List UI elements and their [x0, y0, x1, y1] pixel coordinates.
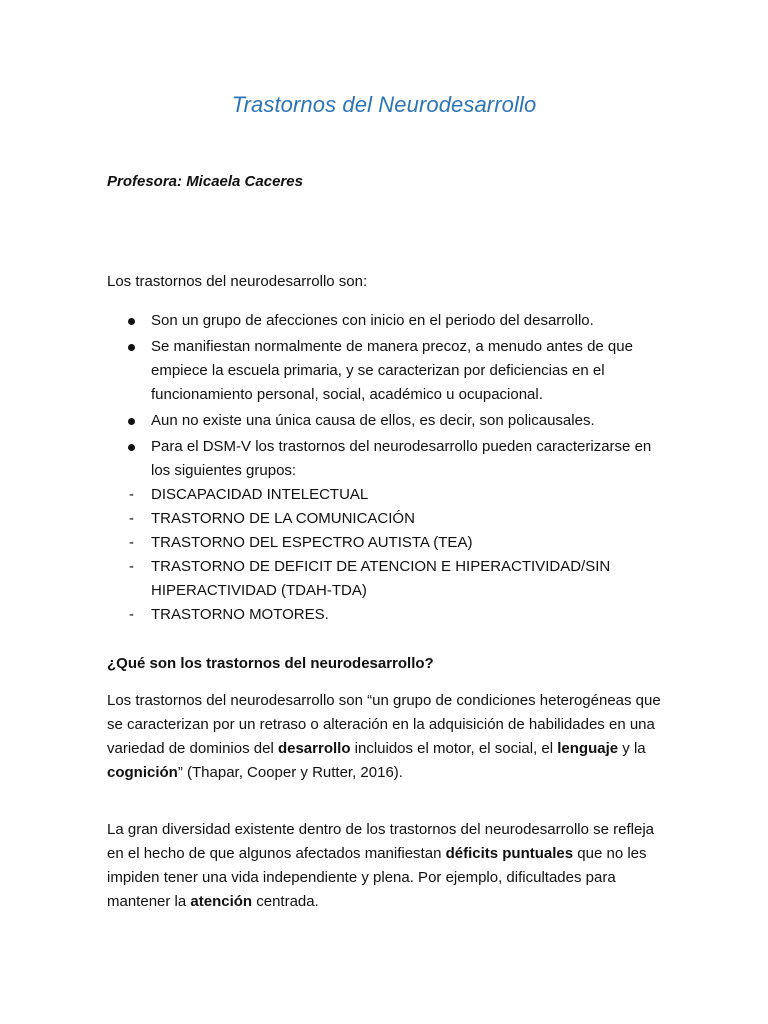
bullet-text: Aun no existe una única causa de ellos, es decir, son policausales.	[151, 412, 595, 429]
group-item	[129, 603, 667, 627]
para1-text-3: y la	[618, 740, 646, 757]
bullet-item	[107, 309, 667, 333]
para1-text-2: incluidos el motor, el social, el	[350, 740, 558, 757]
group-text: TRASTORNO DE LA COMUNICACIÓN	[151, 510, 415, 527]
bullet-icon	[128, 318, 135, 325]
bullet-icon	[128, 344, 135, 351]
group-text: TRASTORNO DEL ESPECTRO AUTISTA (TEA)	[151, 534, 473, 551]
bullet-list	[107, 309, 667, 629]
para1-text-4: ” (Thapar, Cooper y Rutter, 2016).	[177, 764, 403, 781]
dash-icon: -	[129, 558, 134, 575]
bullet-icon	[128, 418, 135, 425]
para2-text-1: La gran diversidad existente dentro de los trastornos del neurodesarrollo se refleja en el hecho de que algunos afectados manifiestan	[107, 821, 654, 862]
paragraph-diversity	[107, 818, 667, 914]
para2-bold-deficits: déficits puntuales	[445, 845, 574, 862]
paragraph-definition	[107, 689, 667, 785]
dash-icon: -	[129, 486, 134, 503]
group-item	[129, 531, 667, 555]
para1-text-1: Los trastornos del neurodesarrollo son “un grupo de condiciones heterogéneas que se caracterizan por un retraso o alteración en la adquisición de habilidades en una variedad de dominios del	[107, 692, 661, 757]
para2-bold-atencion: atención	[190, 893, 253, 910]
document-title: Trastornos del Neurodesarrollo	[231, 92, 537, 117]
dash-icon: -	[129, 534, 134, 551]
bullet-text: Son un grupo de afecciones con inicio en el periodo del desarrollo.	[151, 312, 594, 329]
para1-bold-cognicion: cognición	[107, 764, 178, 781]
professor-line: Profesora: Micaela Caceres	[107, 173, 303, 190]
dash-icon: -	[129, 606, 134, 623]
dash-icon: -	[129, 510, 134, 527]
group-item	[129, 555, 667, 603]
group-item	[129, 483, 667, 507]
group-text: TRASTORNO MOTORES.	[151, 606, 329, 623]
bullet-item	[107, 409, 667, 433]
group-text: DISCAPACIDAD INTELECTUAL	[151, 486, 369, 503]
bullet-item	[107, 335, 667, 407]
section-heading: ¿Qué son los trastornos del neurodesarrollo?	[107, 655, 434, 672]
group-list	[129, 483, 667, 627]
para1-bold-desarrollo: desarrollo	[277, 740, 351, 757]
group-text: TRASTORNO DE DEFICIT DE ATENCION E HIPERACTIVIDAD/SIN HIPERACTIVIDAD (TDAH-TDA)	[151, 558, 611, 599]
para2-text-3: centrada.	[252, 893, 319, 910]
para1-bold-lenguaje: lenguaje	[557, 740, 619, 757]
group-item	[129, 507, 667, 531]
para2-text-2: que no les impiden tener una vida independiente y plena. Por ejemplo, dificultades para mantener la	[107, 845, 647, 910]
bullet-icon	[128, 444, 135, 451]
bullet-text: Se manifiestan normalmente de manera precoz, a menudo antes de que empiece la escuela primaria, y se caracterizan por deficiencias en el funcionamiento personal, social, académico u ocupacional.	[151, 338, 633, 403]
bullet-item	[107, 435, 667, 627]
bullet-text: Para el DSM-V los trastornos del neurodesarrollo pueden caracterizarse en los siguientes grupos:	[151, 438, 652, 479]
intro-text: Los trastornos del neurodesarrollo son:	[107, 273, 368, 290]
